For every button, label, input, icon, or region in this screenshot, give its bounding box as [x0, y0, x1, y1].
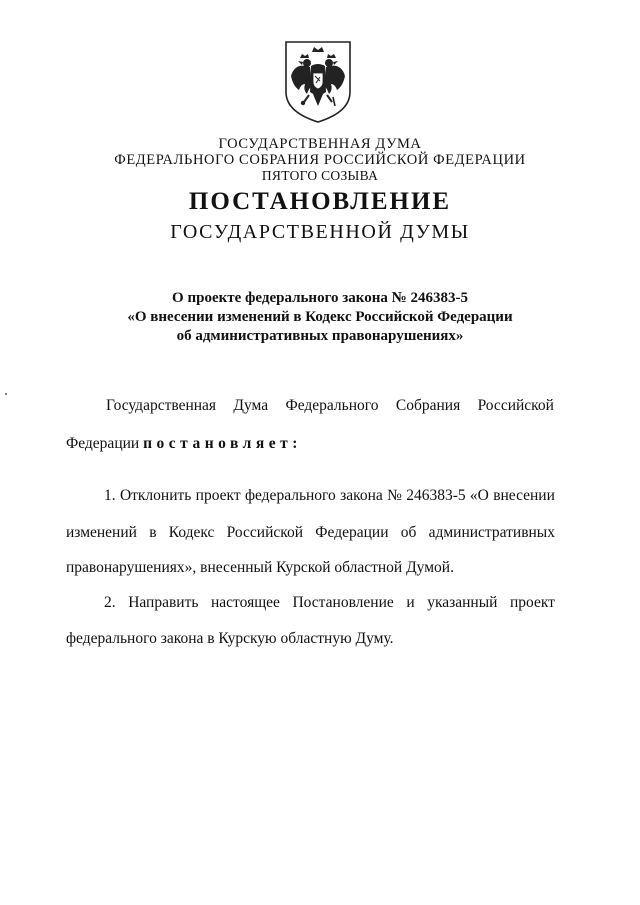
resolves-spaced: постановляет:	[143, 435, 302, 452]
word: 246383-5	[406, 487, 466, 504]
word: проект	[195, 487, 241, 504]
document-title: ПОСТАНОВЛЕНИЕ	[188, 188, 452, 215]
subject-line2: «О внесении изменений в Кодекс Российской Федерации	[127, 309, 513, 325]
word: указанный	[427, 594, 498, 611]
item1-line3: правонарушениях», внесенный Курской областной Думой.	[66, 559, 454, 576]
preamble-line2	[66, 435, 302, 453]
coat-of-arms-icon	[283, 40, 353, 124]
document-subtitle: ГОСУДАРСТВЕННОЙ ДУМЫ	[170, 221, 470, 243]
word: в	[149, 524, 157, 541]
word: Федерации	[66, 435, 140, 452]
scan-speck	[5, 393, 7, 395]
word: об	[400, 524, 417, 541]
word: внесении	[493, 487, 555, 504]
word: и	[406, 594, 415, 611]
item1-line2	[66, 524, 555, 542]
word: №	[387, 487, 402, 504]
word: Российской	[477, 397, 554, 414]
word: Постановление	[292, 594, 394, 611]
word: Направить	[128, 594, 199, 611]
word: настоящее	[211, 594, 280, 611]
item1-line1	[104, 487, 555, 505]
word: Отклонить	[119, 487, 192, 504]
org-name-line1: ГОСУДАРСТВЕННАЯ ДУМА	[218, 136, 422, 152]
word: Федерации	[315, 524, 389, 541]
word: Кодекс	[168, 524, 215, 541]
org-name-line2: ФЕДЕРАЛЬНОГО СОБРАНИЯ РОССИЙСКОЙ ФЕДЕРАЦИИ	[114, 152, 526, 168]
word: 2.	[104, 594, 116, 611]
preamble-line1	[106, 397, 554, 415]
word: 1.	[104, 487, 116, 504]
item2-line1	[104, 594, 555, 612]
word: Государственная	[106, 397, 217, 414]
word: Дума	[233, 397, 269, 414]
word: федерального	[244, 487, 336, 504]
word: «О	[469, 487, 489, 504]
item2-line2: федерального закона в Курскую областную Думу.	[66, 630, 394, 647]
word: закона	[340, 487, 383, 504]
convocation-line: ПЯТОГО СОЗЫВА	[261, 168, 379, 183]
word: Российской	[226, 524, 304, 541]
word: Собрания	[395, 397, 461, 414]
subject-line1: О проекте федерального закона № 246383-5	[172, 290, 468, 306]
word: Федерального	[285, 397, 379, 414]
word: проект	[509, 594, 555, 611]
subject-line3: об административных правонарушениях»	[176, 328, 464, 344]
word: административных	[428, 524, 555, 541]
word: изменений	[66, 524, 137, 541]
